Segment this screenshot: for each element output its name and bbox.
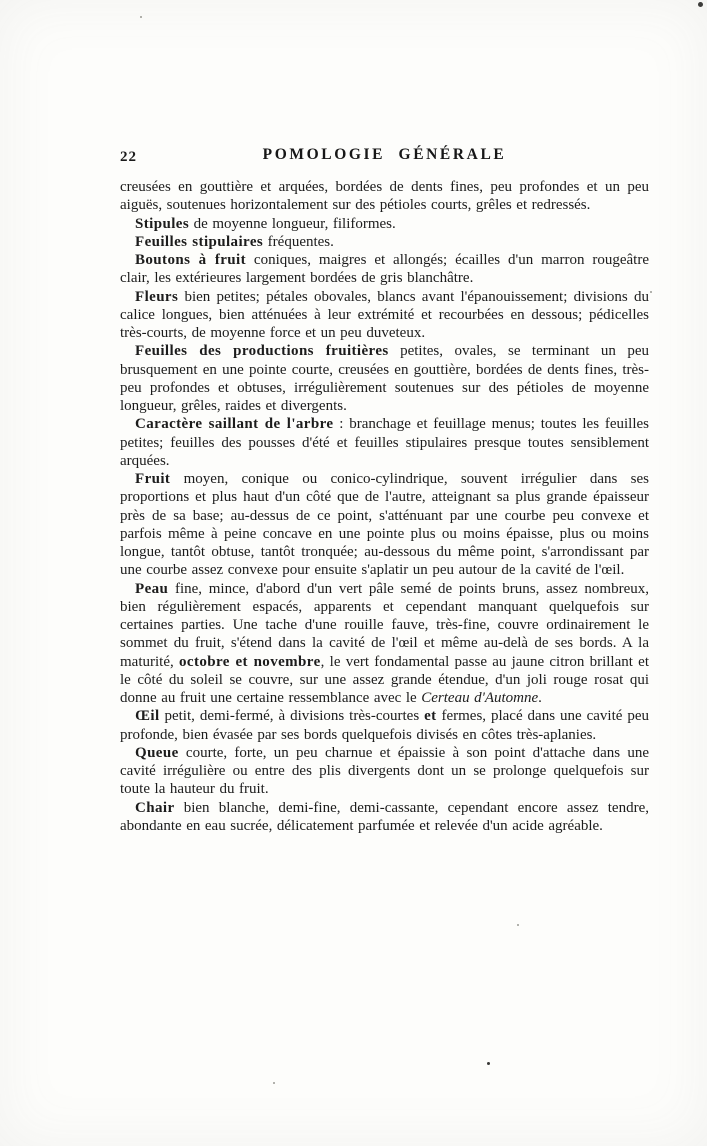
paragraph — [120, 251, 649, 288]
text-segment: bien blanche, demi-fine, demi-cassante, cependant encore assez tendre, abondante en eau sucrée, délicatement parfumée et relevée d'un acide agréable. — [120, 799, 649, 834]
text-segment: fine, mince, d'abord d'un vert pâle semé de points bruns, assez nombreux, bien régulièrement espacés, apparents et cependant manquant quelquefois sur certaines parties. Une tache d'une rouille fauve, très-fine, couvre ordinairement le sommet du fruit, s'étend dans la cavité de l'œil et même au-delà de ses bords. A la maturité, — [120, 580, 649, 670]
text-segment: creusées en gouttière et arquées, bordées de dents fines, peu profondes et un peu aiguës, soutenues horizontalement sur des pétioles courts, grêles et redressés. — [120, 179, 649, 214]
paragraph — [120, 470, 649, 580]
scan-speck — [273, 1082, 275, 1084]
paragraph — [120, 178, 649, 215]
text-segment: de moyenne longueur, filiformes. — [189, 215, 396, 232]
text-segment: : branchage et feuillage menus; toutes les feuilles petites; feuilles des pousses d'été et feuilles stipulaires presque toutes sensiblement arquées. — [120, 416, 649, 469]
scan-speck — [517, 924, 519, 926]
scan-speck — [698, 2, 703, 7]
text-segment: petit, demi-fermé, à divisions très-courtes — [159, 708, 425, 725]
bold-text-segment: Peau — [135, 580, 169, 597]
bold-text-segment: Queue — [135, 744, 179, 761]
bold-text-segment: Stipules — [135, 215, 190, 232]
bold-text-segment: Fleurs — [135, 288, 179, 305]
scan-speck — [650, 291, 652, 293]
page-header — [120, 146, 649, 168]
text-segment: moyen, conique ou conico-cylindrique, souvent irrégulier dans ses proportions et plus haut d'un côté que de l'autre, atteignant sa plus grande épaisseur près de sa base; au-dessus de ce point, s'atténuant par une courbe peu convexe et parfois même à peine concave en une pointe plus ou moins épaisse, plus ou moins longue, tantôt obtuse, tantôt tronquée; au-dessous du même point, s'arrondissant par une courbe assez convexe pour ensuite s'aplatir un peu autour de la cavité de l'œil. — [120, 471, 649, 579]
bold-text-segment: Feuilles stipulaires — [135, 233, 264, 250]
bold-text-segment: octobre et novembre — [178, 653, 321, 670]
paragraph — [120, 415, 649, 470]
paragraph — [120, 215, 649, 233]
text-segment: fréquentes. — [263, 233, 334, 250]
running-header-title: POMOLOGIE GÉNÉRALE — [262, 146, 507, 163]
text-segment: courte, forte, un peu charnue et épaissie à son point d'attache dans une cavité irrégulière ou entre des plis divergents dont un se prolonge quelquefois sur toute la hauteur du fruit. — [120, 744, 649, 798]
text-segment: , le vert fondamental passe au jaune citron brillant et le côté du soleil se couvre, sur une assez grande étendue, d'un joli rouge rosat qui donne au fruit une certaine ressemblance avec le — [120, 653, 649, 706]
bold-text-segment: Boutons à fruit — [135, 252, 247, 268]
paragraph — [120, 342, 649, 415]
text-segment: . — [538, 690, 542, 706]
scan-speck — [140, 16, 142, 18]
paragraph — [120, 744, 649, 799]
paragraph — [120, 580, 649, 708]
paragraph — [120, 707, 649, 744]
bold-text-segment: Fruit — [135, 471, 171, 487]
bold-text-segment: Caractère saillant de l'arbre — [135, 416, 334, 433]
italic-text-segment: Certeau d'Automne — [421, 690, 539, 706]
text-segment: bien petites; pétales obovales, blancs avant l'épanouissement; divisions du calice longues, bien atténuées à leur extrémité et recourbées en dessous; pédicelles très-courts, de moyenne force et un peu duveteux. — [120, 288, 649, 341]
paragraph — [120, 233, 649, 251]
scan-speck — [487, 1062, 490, 1065]
text-segment: fermes, placé dans une cavité peu profonde, bien évasée par ses bords quelquefois divisés en côtes très-aplanies. — [120, 708, 649, 743]
paragraph — [120, 799, 649, 836]
text-segment: coniques, maigres et allongés; écailles d'un marron rougeâtre clair, les extérieures largement bordées de gris blanchâtre. — [120, 252, 649, 287]
paragraph — [120, 288, 649, 343]
bold-text-segment: Œil — [135, 708, 160, 725]
body-text — [120, 178, 649, 835]
bold-text-segment: et — [424, 708, 437, 725]
text-segment: petites, ovales, se terminant un peu brusquement en une pointe courte, creusées en gouttière, bordées de dents fines, très-peu profondes et obtuses, irrégulièrement soutenues sur des pétioles de moyenne longueur, grêles, raides et divergents. — [120, 343, 649, 414]
page-number: 22 — [120, 149, 137, 165]
bold-text-segment: Feuilles des productions fruitières — [135, 343, 389, 360]
bold-text-segment: Chair — [135, 799, 175, 816]
